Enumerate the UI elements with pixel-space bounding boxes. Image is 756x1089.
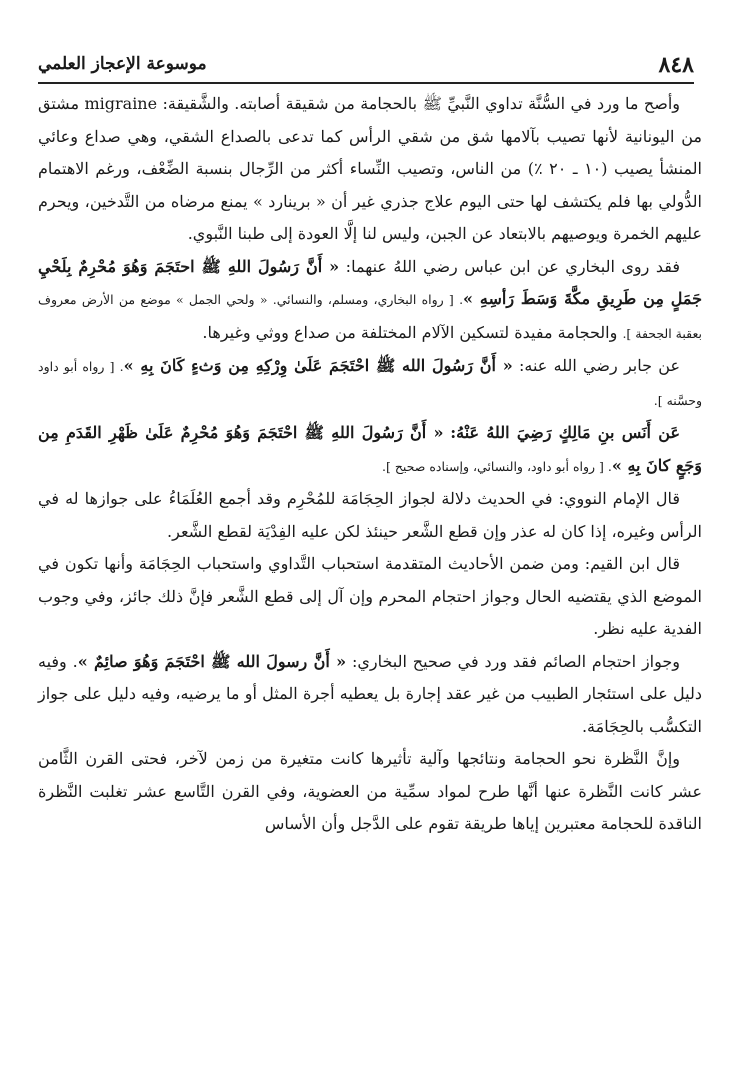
latin-term: migraine <box>84 94 158 113</box>
paragraph-ibn-qayyim <box>38 548 702 646</box>
hadith-reference: . [ رواه البخاري، ومسلم، والنسائي. « ولحي الجمل » موضع من الأرض معروف بعقبة الجحفة ]. <box>38 292 702 341</box>
paragraph-fasting <box>38 646 702 744</box>
paragraph-text: وأصح ما ورد في السُّنَّة تداوي النَّبيِّ ﷺ بالحجامة من شقيقة أصابته. والشَّقيقة: <box>162 94 680 113</box>
page-header <box>38 48 694 84</box>
hadith-quote: « أَنَّ رسولَ الله ﷺ احْتَجَمَ وَهُوَ صائِمٌ » <box>77 651 347 671</box>
page-number: ٨٤٨ <box>658 52 694 78</box>
hadith-quote: « أَنَّ رَسُولَ اللهِ ﷺ احتَجَمَ وَهُوَ مُحْرِمٌ بِلَحْيِ جَمَلٍ مِن طَرِيقِ مكَّةَ وَسَطَ رَأسِهِ » <box>38 256 702 308</box>
hadith-reference: . [ رواه أبو داود وحسَّنه ]. <box>38 359 702 408</box>
hadith-reference: . [ رواه أبو داود، والنسائي، وإسناده صحيح ]. <box>382 458 612 474</box>
paragraph-text: عَن أَنَس بنِ مَالِكٍ رَضِيَ اللهُ عَنْهُ: <box>450 423 680 442</box>
paragraph-text: والحجامة مفيدة لتسكين الآلام المختلفة من صداع ووثي وغيرها. <box>202 322 618 342</box>
paragraph-history <box>38 743 702 841</box>
paragraph-text: . وفيه دليل على استئجار الطبيب من غير عقد إجارة بل يعطيه أجرة المثل أو ما يرضيه، وفيه دليل على جواز التكسُّب بالحِجَامَة. <box>38 651 702 736</box>
paragraph-nawawi <box>38 483 702 548</box>
page-body <box>38 88 702 841</box>
paragraph-text: مشتق من اليونانية لأنها تصيب بآلامها شق من شقي الرأس كما تدعى بالصداع الشقي، وهي صداع وعائي المنشأ يصيب (١٠ ـ ٢٠ ٪) من الناس، وتصيب النِّساء أكثر من الرِّجال بنسبة الضِّعْف، ورغم الاهتمام الدُّولي بها فلم يكتشف لها حتى اليوم علاج جذري غير أن « برينارد » يمنع مرضاه من التَّدخين، ويحرم عليهم الخمرة ويوصيهم بالابتعاد عن الجبن، وليس لنا إلَّا العودة إلى طبنا النَّبوي. <box>38 94 703 243</box>
running-title: موسوعة الإعجاز العلمي <box>38 54 207 74</box>
paragraph-text: عن جابر رضي الله عنه: <box>518 356 681 375</box>
paragraph-text: قال الإمام النووي: في الحديث دلالة لجواز الحِجَامَة للمُحْرِم وقد أجمع العُلَمَاءُ على جوازها له في الرأس وغيره، إذا كان له عذر وإن قطع الشَّعر حينئذ لكن عليه الفِدْيَة لقطع الشَّعر. <box>38 489 702 541</box>
paragraph-jabir-hadith <box>38 350 702 417</box>
paragraph-text: وإنَّ النَّظرة نحو الحجامة ونتائجها وآلية تأثيرها كانت متغيرة من زمن لآخر، فحتى القرن الثَّامن عشر كانت النَّظرة عنها أنَّها طرح لمواد سمِّية من العضوية، وفي القرن التَّاسع عشر تغلبت النَّظرة الناقدة للحجامة معتبرين إياها طريقة تقوم على الدَّجل وأن الأساس <box>38 749 702 833</box>
hadith-quote: « أَنَّ رَسُولَ الله ﷺ احْتَجَمَ عَلَىٰ وِرْكِهِ مِن وَثءٍ كَانَ بِهِ » <box>123 356 513 375</box>
paragraph-migraine <box>38 88 702 251</box>
paragraph-text: قال ابن القيم: ومن ضمن الأحاديث المتقدمة استحباب التَّداوي واستحباب الحِجَامَة وأنها تكون في الموضع الذي يقتضيه الحال وجواز احتجام المحرم وإن آل إلى قطع الشَّعر فإنَّ ذلك جائز، وفي وجوب الفدية عليه نظر. <box>38 554 702 638</box>
paragraph-bukhari-hadith <box>38 251 702 351</box>
paragraph-text: وجواز احتجام الصائم فقد ورد في صحيح البخاري: <box>351 651 681 671</box>
paragraph-anas-hadith <box>38 417 702 483</box>
paragraph-text: فقد روى البخاري عن ابن عباس رضي اللهُ عنهما: <box>345 256 681 276</box>
hadith-quote: « أَنَّ رَسُولَ اللهِ ﷺ احْتَجَمَ وَهُوَ مُحْرِمٌ عَلَىٰ ظَهْرِ القَدَمِ مِن وَجَعٍ كانَ بِهِ » <box>38 423 702 475</box>
